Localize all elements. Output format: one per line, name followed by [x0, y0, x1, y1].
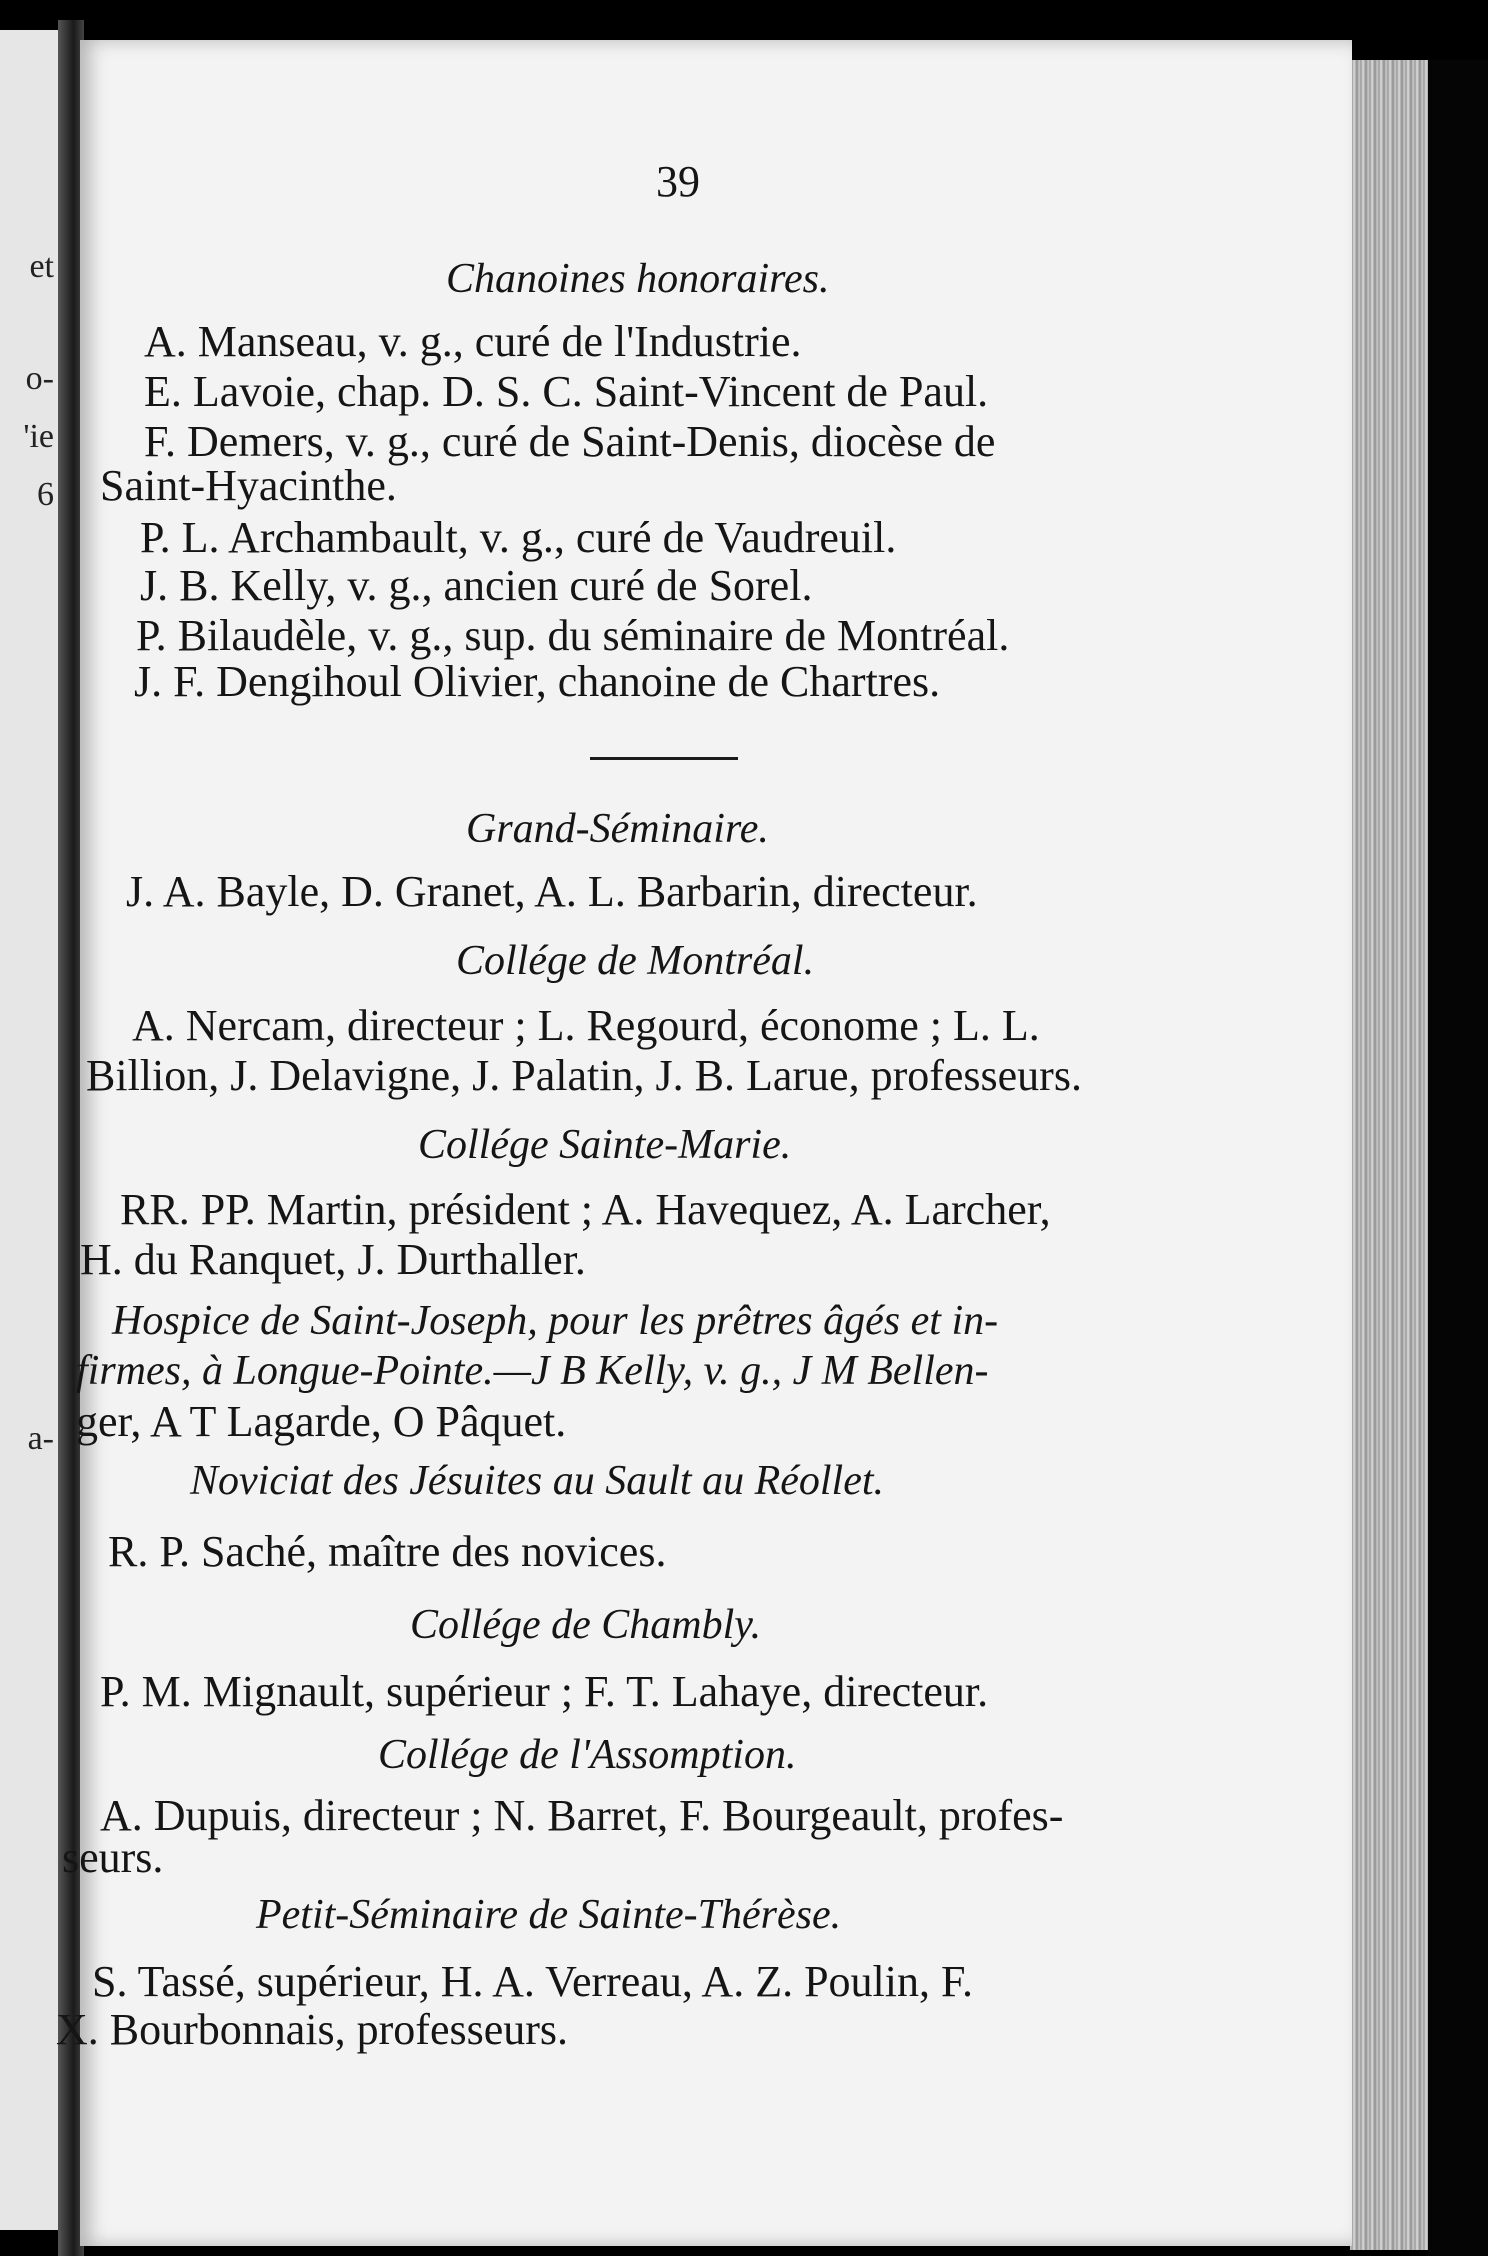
section-heading: Noviciat des Jésuites au Sault au Réollet. [190, 1458, 885, 1504]
text-line: J. F. Dengihoul Olivier, chanoine de Chartres. [134, 657, 941, 706]
page-stack-edge [1350, 60, 1430, 2250]
text-line: A. Manseau, v. g., curé de l'Industrie. [144, 317, 802, 366]
section-heading: Collége Sainte-Marie. [418, 1122, 792, 1168]
text-line: A. Dupuis, directeur ; N. Barret, F. Bourgeault, profes- [100, 1791, 1064, 1840]
text-line: seurs. [62, 1833, 164, 1882]
text-line: J. B. Kelly, v. g., ancien curé de Sorel. [140, 561, 813, 610]
text-line: J. A. Bayle, D. Granet, A. L. Barbarin, directeur. [126, 867, 978, 916]
text-line: Hospice de Saint-Joseph, pour les prêtres âgés et in- [112, 1298, 999, 1344]
background-edge [1428, 60, 1488, 2256]
section-heading: Petit-Séminaire de Sainte-Thérèse. [256, 1892, 842, 1938]
section-heading: Collége de Chambly. [410, 1602, 762, 1648]
text-line: X. Bourbonnais, professeurs. [56, 2005, 569, 2054]
text-line: Saint-Hyacinthe. [100, 461, 397, 510]
text-line: P. Bilaudèle, v. g., sup. du séminaire de Montréal. [136, 611, 1010, 660]
prev-fragment: a- [27, 1420, 54, 1457]
text-line: H. du Ranquet, J. Durthaller. [80, 1235, 586, 1284]
text-line: ger, A T Lagarde, O Pâquet. [76, 1397, 567, 1446]
previous-page-edge [0, 30, 66, 2230]
prev-fragment: et [29, 248, 54, 285]
text-line: Billion, J. Delavigne, J. Palatin, J. B. Larue, professeurs. [86, 1051, 1082, 1100]
text-line: firmes, à Longue-Pointe.—J B Kelly, v. g., J M Bellen- [76, 1348, 989, 1394]
text-line: F. Demers, v. g., curé de Saint-Denis, diocèse de [144, 417, 996, 466]
section-heading: Collége de l'Assomption. [378, 1732, 797, 1778]
prev-fragment: o- [25, 360, 54, 397]
text-line: A. Nercam, directeur ; L. Regourd, économe ; L. L. [132, 1001, 1040, 1050]
text-line: P. M. Mignault, supérieur ; F. T. Lahaye, directeur. [100, 1667, 989, 1716]
text-line: E. Lavoie, chap. D. S. C. Saint-Vincent de Paul. [144, 367, 989, 416]
section-divider [590, 757, 738, 760]
text-line: R. P. Saché, maître des novices. [108, 1527, 667, 1576]
prev-fragment: 'ie [23, 418, 54, 455]
section-heading: Grand-Séminaire. [466, 806, 769, 852]
text-line: S. Tassé, supérieur, H. A. Verreau, A. Z. Poulin, F. [92, 1957, 973, 2006]
prev-fragment: 6 [37, 476, 54, 513]
text-line: RR. PP. Martin, président ; A. Havequez, A. Larcher, [120, 1185, 1051, 1234]
page-number: 39 [656, 157, 700, 206]
text-line: P. L. Archambault, v. g., curé de Vaudreuil. [140, 513, 897, 562]
section-heading: Collége de Montréal. [456, 938, 815, 984]
section-heading: Chanoines honoraires. [446, 256, 830, 302]
